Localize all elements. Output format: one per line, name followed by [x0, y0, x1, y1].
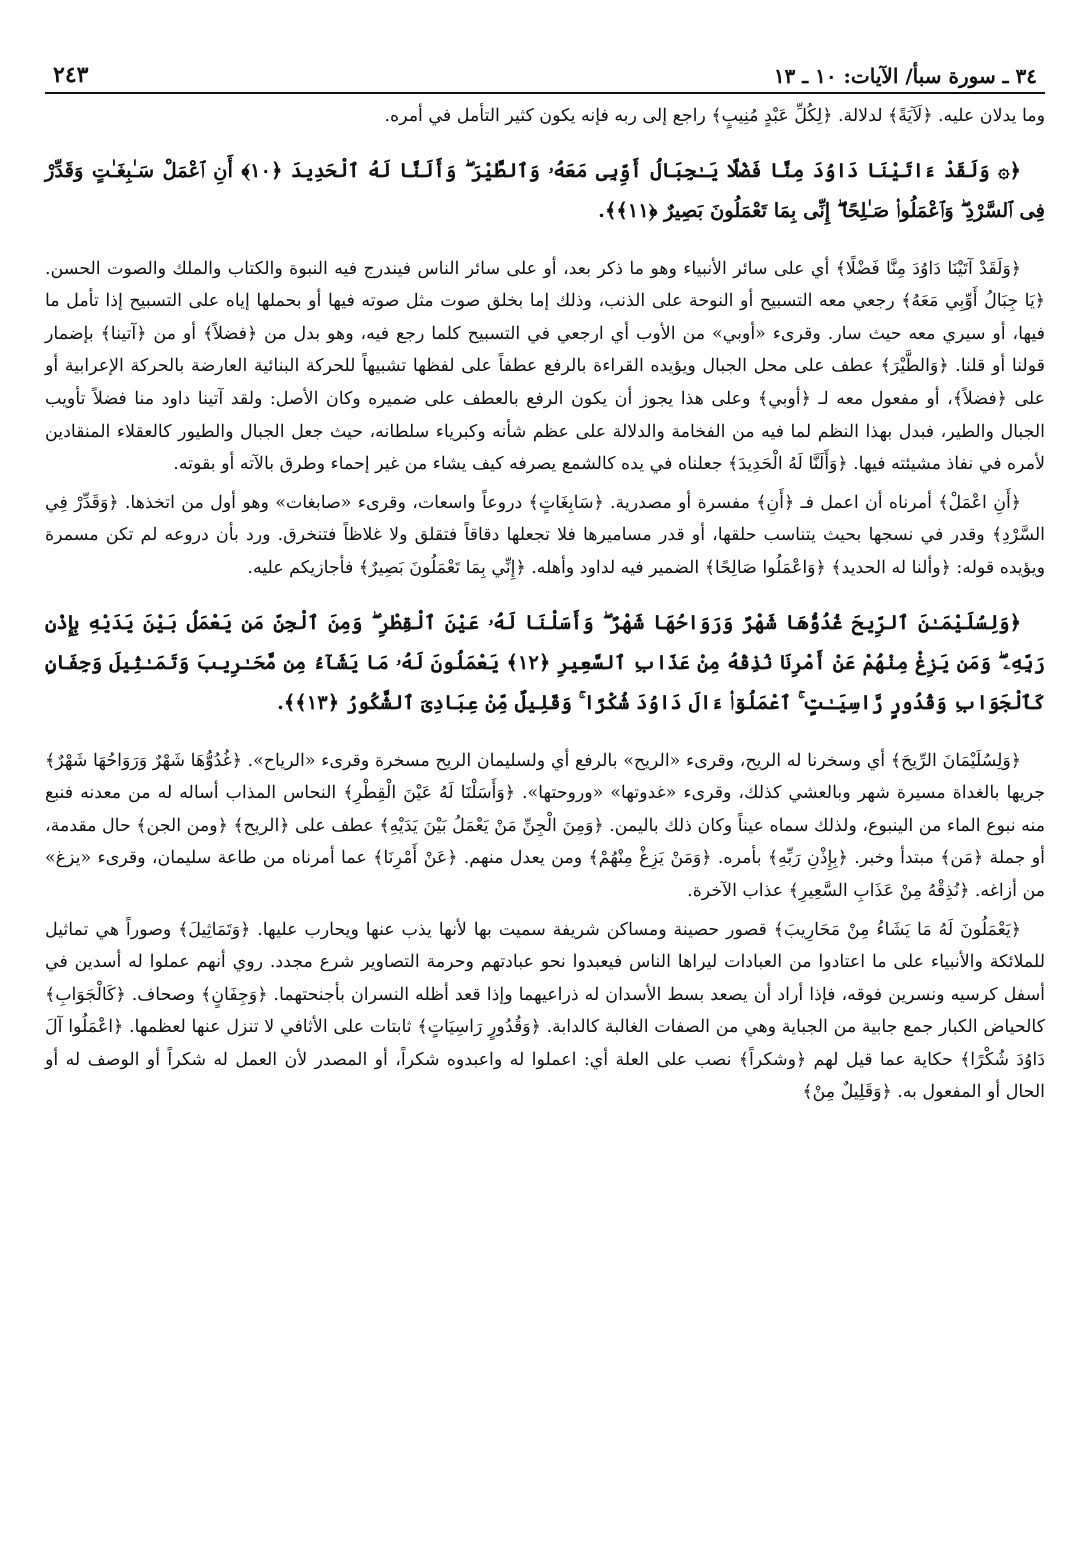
text-paragraph: ﴿يَعْمَلُونَ لَهُ مَا يَشَاءُ مِنْ مَحَارِيبَ﴾ قصور حصينة ومساكن شريفة سميت بها لأنها يذب عنها ويحارب عليها. ﴿وَتَمَاثِيلَ﴾ وصوراً هي تماثيل للملائكة والأنبياء على ما اعتادوا من العبادات ليراها الناس فيعبدوا نحو عبادتهم وحرمة التصاوير شرع مجدد. روي أنهم عملوا له أسدين في أسفل كرسيه ونسرين فوقه، فإذا أراد أن يصعد بسط الأسدان له ذراعيهما وإذا قعد أظله النسران بأجنحتهما. ﴿وَجِفَانٍ﴾ وصحاف. ﴿كَالْجَوَابِ﴾ كالحياض الكبار جمع جابية من الجباية وهي من الصفات الغالبة كالدابة. ﴿وَقُدُورٍ رَاسِيَاتٍ﴾ ثابتات على الأثافي لا تنزل عنها لعظمها. ﴿اعْمَلُوا آلَ دَاوُدَ شُكْرًا﴾ حكاية عما قيل لهم ﴿وشكراً﴾ نصب على العلة أي: اعملوا له واعبدوه شكراً، أو المصدر لأن العمل له شكراً أو الوصف له أو الحال أو المفعول به. ﴿وَقَلِيلٌ مِنْ﴾: [45, 919, 1045, 1103]
quran-verse-block: ﴿وَلِسُلَيْمَـٰنَ ٱلرِّيحَ غُدُوُّهَا شَهْرٌ وَرَوَاحُهَا شَهْرٌ ۖ وَأَسَلْنَا لَهُۥ عَيْنَ ٱلْقِطْرِ ۖ وَمِنَ ٱلْجِنِّ مَن يَعْمَلُ بَيْنَ يَدَيْهِ بِإِذْنِ رَبِّهِۦ ۖ وَمَن يَزِغْ مِنْهُمْ عَنْ أَمْرِنَا نُذِقْهُ مِنْ عَذَابِ ٱلسَّعِيرِ ﴿١٢﴾ يَعْمَلُونَ لَهُۥ مَا يَشَآءُ مِن مَّحَـٰرِيبَ وَتَمَـٰثِيلَ وَجِفَانٍ كَٱلْجَوَابِ وَقُدُورٍ رَّاسِيَـٰتٍ ۚ ٱعْمَلُوٓا۟ ءَالَ دَاوُدَ شُكْرًا ۚ وَقَلِيلٌ مِّنْ عِبَادِىَ ٱلشَّكُورُ ﴿١٣﴾﴾.: [45, 610, 1045, 714]
quran-verse-block: ﴿۞ وَلَقَدْ ءَاتَيْنَا دَاوُدَ مِنَّا فَضْلًا يَـٰجِبَالُ أَوِّبِى مَعَهُۥ وَٱلطَّيْرَ ۖ وَأَلَنَّا لَهُ ٱلْحَدِيدَ ﴿١٠﴾ أَنِ ٱعْمَلْ سَـٰبِغَـٰتٍ وَقَدِّرْ فِى ٱلسَّرْدِ ۖ وَٱعْمَلُوا۟ صَـٰلِحًا ۖ إِنِّى بِمَا تَعْمَلُونَ بَصِيرٌ ﴿١١﴾﴾.: [45, 158, 1045, 222]
tafsir-body: [45, 94, 1045, 1109]
running-title: ٣٤ ـ سورة سبأ/ الآيات: ١٠ ـ ١٣: [773, 64, 1037, 88]
page: [45, 0, 1045, 1540]
text-paragraph: ﴿وَلَقَدْ آتَيْنَا دَاوُدَ مِنَّا فَضْلًا﴾ أي على سائر الأنبياء وهو ما ذكر بعد، أو على سائر الناس فيندرج فيه النبوة والكتاب والملك والصوت الحسن. ﴿يَا جِبَالُ أَوِّبِي مَعَهُ﴾ رجعي معه التسبيح أو النوحة على الذنب، وذلك إما بخلق صوت مثل صوته فيها أو بحملها إياه على التسبيح إذا تأمل ما فيها، أو سيري معه حيث سار. وقرىء «أوبي» من الأوب أي ارجعي في التسبيح كلما رجع فيه، وهو بدل من ﴿فضلاً﴾ أو من ﴿آتينا﴾ بإضمار قولنا أو قلنا. ﴿وَالطَّيْرَ﴾ عطف على محل الجبال ويؤيده القراءة بالرفع عطفاً على لفظها تشبيهاً للحركة البنائية العارضة بالحركة الإعرابية أو على ﴿فضلاً﴾، أو مفعول معه لـ ﴿أوبي﴾ وعلى هذا يجوز أن يكون الرفع بالعطف على ضميره وكان الأصل: ولقد آتينا داود منا فضلاً تأويب الجبال والطير، فبدل بهذا النظم لما فيه من الفخامة والدلالة على عظم شأنه وكبرياء سلطانه، حيث جعل الجبال والطيور كالعقلاء المنقادين لأمره في نفاذ مشيئته فيها. ﴿وَأَلَنَّا لَهُ الْحَدِيدَ﴾ جعلناه في يده كالشمع يصرفه كيف يشاء من غير إحماء وطرق بالآته أو بقوته.: [45, 258, 1045, 475]
page-header: [45, 40, 1045, 94]
text-paragraph: ﴿وَلِسُلَيْمَانَ الرِّيحَ﴾ أي وسخرنا له الريح، وقرىء «الريح» بالرفع أي ولسليمان الريح مسخرة وقرىء «الرياح». ﴿غُدُوُّهَا شَهْرٌ وَرَوَاحُهَا شَهْرٌ﴾ جريها بالغداة مسيرة شهر وبالعشي كذلك، وقرىء «غدوتها» «وروحتها». ﴿وَأَسَلْنَا لَهُ عَيْنَ الْقِطْرِ﴾ النحاس المذاب أساله له من معدنه فنبع منه نبوع الماء من الينبوع، ولذلك سماه عيناً وكان ذلك باليمن. ﴿وَمِنَ الْجِنِّ مَنْ يَعْمَلُ بَيْنَ يَدَيْهِ﴾ عطف على ﴿الريح﴾ ﴿ومن الجن﴾ حال مقدمة، أو جملة ﴿مَن﴾ مبتدأ وخبر. ﴿بِإِذْنِ رَبِّهِ﴾ بأمره. ﴿وَمَنْ يَزِغْ مِنْهُمْ﴾ ومن يعدل منهم. ﴿عَنْ أَمْرِنَا﴾ عما أمرناه من طاعة سليمان، وقرىء «يزغ» من أزاغه. ﴿نُذِقْهُ مِنْ عَذَابِ السَّعِيرِ﴾ عذاب الآخرة.: [45, 750, 1045, 901]
text-paragraph: ﴿أَنِ اعْمَلْ﴾ أمرناه أن اعمل فـ ﴿أَنِ﴾ مفسرة أو مصدرية. ﴿سَابِغَاتٍ﴾ دروعاً واسعات، وقرىء «صابغات» وهو أول من اتخذها. ﴿وَقَدِّرْ فِي السَّرْدِ﴾ وقدر في نسجها بحيث يتناسب حلقها، أو قدر مساميرها فلا تجعلها دقاقاً فتقلق ولا غلاظاً فتنخرق. ورد بأن دروعه لم تكن مسمرة ويؤيده قوله: ﴿وألنا له الحديد﴾ ﴿وَاعْمَلُوا صَالِحًا﴾ الضمير فيه لداود وأهله. ﴿إِنِّي بِمَا تَعْمَلُونَ بَصِيرٌ﴾ فأجازيكم عليه.: [45, 492, 1045, 578]
page-number: ٢٤٣: [53, 62, 89, 88]
text-paragraph: وما يدلان عليه. ﴿لَآيَةً﴾ لدلالة. ﴿لِكُلِّ عَبْدٍ مُنِيبٍ﴾ راجع إلى ربه فإنه يكون كثير التأمل في أمره.: [384, 106, 1045, 126]
